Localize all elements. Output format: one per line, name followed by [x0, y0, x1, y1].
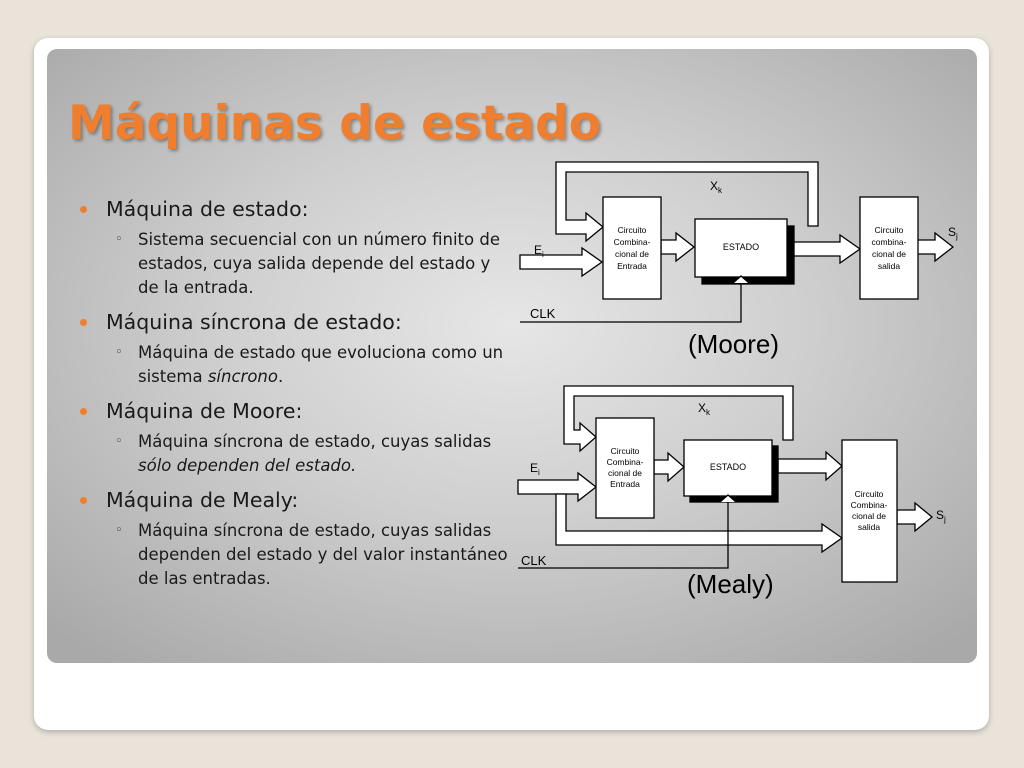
ring-bullet-icon: ◦ [115, 345, 123, 360]
moore-state-to-output-arrow [787, 235, 860, 263]
ring-bullet-icon: ◦ [115, 434, 123, 449]
mealy-comb-to-state-arrow [654, 453, 684, 481]
sub-bullet-2-text: Máquina de estado que evoluciona como un sistema [138, 343, 504, 386]
mealy-clk-label: CLK [521, 553, 547, 568]
svg-text:Entrada: Entrada [617, 261, 647, 271]
moore-ei-arrow [520, 248, 602, 276]
moore-input-block [603, 197, 661, 299]
mealy-sj-arrow [897, 503, 932, 531]
slide-title: Máquinas de estado [68, 96, 602, 151]
bullet-2-label: Máquina síncrona de estado: [106, 310, 402, 334]
mealy-xk-label: $X_k$ [698, 401, 711, 417]
mealy-input-block-text [607, 446, 644, 489]
svg-text:Combina-: Combina- [850, 500, 888, 510]
sub-bullet-1-text: Sistema secuencial con un número finito de estados, cuya salida depende del estado y de la entrada. [138, 230, 500, 297]
svg-text:salida: salida [857, 522, 881, 532]
sub-bullet-2-tail: . [277, 367, 284, 386]
mealy-state-to-output-arrow [778, 452, 842, 480]
mealy-caption: (Mealy) [687, 569, 774, 599]
svg-text:Entrada: Entrada [610, 479, 640, 489]
moore-output-block [860, 197, 918, 299]
svg-text:Combina-: Combina- [613, 237, 651, 247]
moore-state-label: ESTADO [722, 242, 760, 252]
moore-clk-label: CLK [530, 306, 556, 321]
ring-bullet-icon: ◦ [115, 232, 123, 247]
sub-bullet-4-text: Máquina síncrona de estado, cuyas salidas dependen del estado y del valor instantáneo de las entradas. [138, 521, 508, 588]
sub-bullet-3-text: Máquina síncrona de estado, cuyas salidas [138, 432, 492, 451]
moore-caption: (Moore) [688, 329, 780, 359]
svg-text:combina-: combina- [871, 237, 907, 247]
bullet-3-label: Máquina de Moore: [106, 399, 303, 423]
moore-xk-label: $X_k$ [710, 179, 723, 195]
sub-bullet-2-italic: síncrono [207, 367, 278, 386]
svg-text:salida: salida [877, 261, 901, 271]
svg-text:cional de: cional de [614, 249, 650, 259]
svg-text:Circuito: Circuito [610, 446, 640, 456]
mealy-diagram [518, 386, 932, 582]
moore-sj-label: $S_j$ [948, 225, 958, 241]
bullet-4-label: Máquina de Mealy: [106, 488, 299, 512]
svg-text:Circuito: Circuito [874, 225, 904, 235]
moore-comb-to-state-arrow [661, 233, 694, 261]
moore-ei-label: $E_i$ [534, 243, 544, 259]
svg-text:Circuito: Circuito [854, 489, 884, 499]
mealy-state-label: ESTADO [709, 462, 747, 472]
mealy-sj-label: $S_j$ [936, 508, 946, 524]
svg-text:cional de: cional de [607, 468, 643, 478]
mealy-ei-label: $E_i$ [530, 461, 540, 477]
sub-bullet-3-italic: sólo dependen del estado. [138, 456, 357, 475]
svg-text:cional de: cional de [851, 511, 887, 521]
svg-text:Circuito: Circuito [617, 225, 647, 235]
bullet-1-label: Máquina de estado: [106, 197, 309, 221]
svg-text:cional de: cional de [871, 249, 907, 259]
svg-text:Combina-: Combina- [606, 457, 644, 467]
ring-bullet-icon: ◦ [115, 523, 123, 538]
